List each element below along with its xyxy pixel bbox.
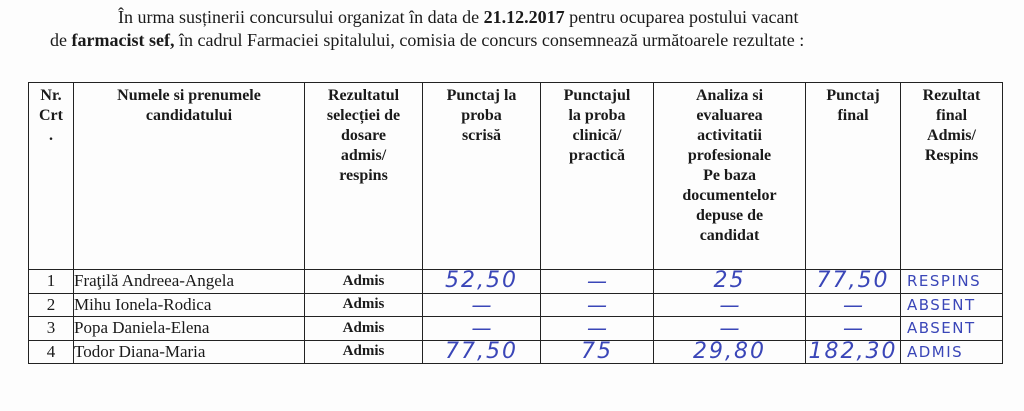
final-result: ABSENT bbox=[901, 317, 1003, 341]
header-name: Numele si prenumele candidatului bbox=[74, 83, 305, 270]
candidate-name: Mihu Ionela-Rodica bbox=[74, 293, 305, 317]
contest-date: 21.12.2017 bbox=[483, 7, 565, 27]
row-number: 1 bbox=[29, 270, 74, 294]
final-result: ADMIS bbox=[901, 340, 1003, 364]
clinical-score: — bbox=[541, 317, 654, 341]
final-score: 77,50 bbox=[806, 270, 901, 294]
candidate-name: Fraţilă Andreea-Angela bbox=[74, 270, 305, 294]
final-score: — bbox=[806, 317, 901, 341]
row-number: 3 bbox=[29, 317, 74, 341]
header-selection: Rezultatul selecției de dosare admis/ respins bbox=[305, 83, 423, 270]
selection-result: Admis bbox=[305, 270, 423, 294]
analysis-score: — bbox=[654, 317, 806, 341]
intro-text-part: pentru ocuparea postului vacant bbox=[564, 7, 799, 27]
selection-result: Admis bbox=[305, 340, 423, 364]
header-clinical: Punctajul la proba clinică/ practică bbox=[541, 83, 654, 270]
final-score: 182,30 bbox=[806, 340, 901, 364]
clinical-score: 75 bbox=[541, 340, 654, 364]
table-row bbox=[29, 317, 1003, 341]
selection-result: Admis bbox=[305, 317, 423, 341]
intro-text-part: În urma susținerii concursului organizat în data de bbox=[118, 7, 484, 27]
row-number: 4 bbox=[29, 340, 74, 364]
clinical-score: — bbox=[541, 293, 654, 317]
header-final-result: Rezultat final Admis/ Respins bbox=[901, 83, 1003, 270]
written-score: 52,50 bbox=[423, 270, 541, 294]
written-score: — bbox=[423, 293, 541, 317]
table-row bbox=[29, 270, 1003, 294]
position-title: farmacist sef, bbox=[71, 30, 175, 50]
clinical-score: — bbox=[541, 270, 654, 294]
table-header-row bbox=[29, 83, 1003, 270]
analysis-score: 25 bbox=[654, 270, 806, 294]
intro-line-1 bbox=[0, 6, 1024, 29]
analysis-score: 29,80 bbox=[654, 340, 806, 364]
header-nr: Nr. Crt . bbox=[29, 83, 74, 270]
selection-result: Admis bbox=[305, 293, 423, 317]
table-row bbox=[29, 293, 1003, 317]
header-written: Punctaj la proba scrisă bbox=[423, 83, 541, 270]
final-score: — bbox=[806, 293, 901, 317]
final-result: RESPINS bbox=[901, 270, 1003, 294]
candidate-name: Todor Diana-Maria bbox=[74, 340, 305, 364]
results-table bbox=[28, 82, 1003, 364]
final-result: ABSENT bbox=[901, 293, 1003, 317]
row-number: 2 bbox=[29, 293, 74, 317]
table-row bbox=[29, 340, 1003, 364]
candidate-name: Popa Daniela-Elena bbox=[74, 317, 305, 341]
intro-text-part: în cadrul Farmaciei spitalului, comisia de concurs consemnează următoarele rezultate : bbox=[174, 30, 805, 50]
written-score: — bbox=[423, 317, 541, 341]
intro-text bbox=[0, 6, 1024, 52]
analysis-score: — bbox=[654, 293, 806, 317]
header-final-score: Punctaj final bbox=[806, 83, 901, 270]
intro-text-part: de bbox=[50, 30, 72, 50]
header-analysis: Analiza si evaluarea activitatii profesionale Pe baza documentelor depuse de candidat bbox=[654, 83, 806, 270]
intro-line-2 bbox=[0, 29, 1024, 52]
written-score: 77,50 bbox=[423, 340, 541, 364]
